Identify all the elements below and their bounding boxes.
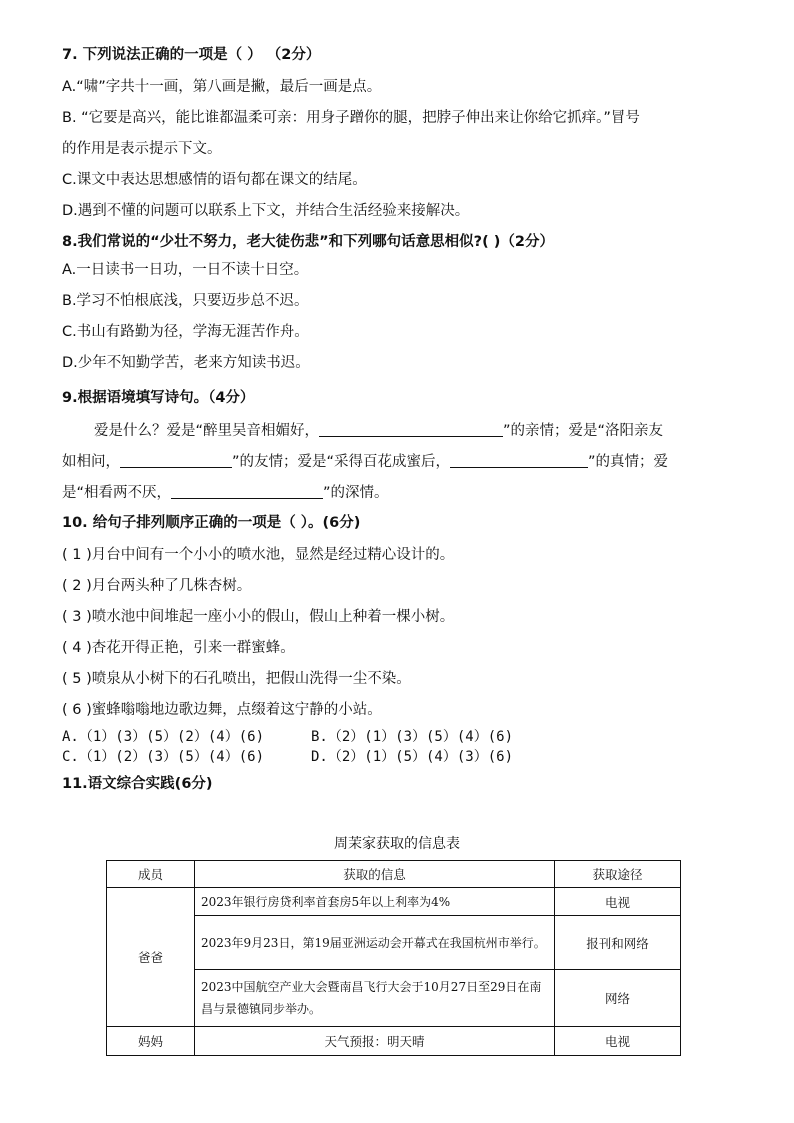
- q10-sentence-5: ( 5 )喷泉从小树下的石孔喷出，把假山洗得一尘不染。: [62, 671, 411, 687]
- member-dad: 爸爸: [107, 887, 195, 1027]
- q7-option-b-line1: B. “它要是高兴，能比谁都温柔可亲：用身子蹭你的腿，把脖子伸出来让你给它抓痒。”冒号: [62, 110, 640, 126]
- q9-title: 9.根据语境填写诗句。（4分）: [62, 390, 255, 406]
- info-cell: 2023中国航空产业大会暨南昌飞行大会于10月27日至29日在南昌与景德镇同步举办。: [195, 969, 555, 1026]
- q8-option-d: D.少年不知勤学苦，老来方知读书迟。: [62, 355, 310, 371]
- q9-blank-3[interactable]: [450, 453, 588, 468]
- q9-blank-4[interactable]: [171, 484, 323, 499]
- q7-option-a: A.“啸”字共十一画，第八画是撇，最后一画是点。: [62, 79, 382, 95]
- info-table: [106, 860, 681, 1056]
- q10-option-b: B.（2）(1）(3）(5）(4）(6): [311, 729, 514, 745]
- q8-option-c: C.书山有路勤为径，学海无涯苦作舟。: [62, 324, 309, 340]
- q9-line1: [94, 421, 663, 441]
- q9-blank-2[interactable]: [120, 453, 232, 468]
- q9-line3: [62, 483, 389, 503]
- q9-text-2c: ”的真情；爱: [588, 454, 669, 470]
- q10-sentence-6: ( 6 )蜜蜂嗡嗡地边歌边舞，点缀着这宁静的小站。: [62, 702, 382, 718]
- q9-text-2b: ”的友情；爱是“采得百花成蜜后，: [232, 454, 451, 470]
- info-cell: 2023年9月23日，第19届亚洲运动会开幕式在我国杭州市举行。: [195, 916, 555, 969]
- q9-line2: [62, 452, 668, 472]
- q8-option-a: A.一日读书一日功，一日不读十日空。: [62, 262, 309, 278]
- q9-text-3b: ”的深情。: [323, 485, 389, 501]
- table-caption: 周茉家获取的信息表: [334, 836, 460, 852]
- q7-option-b-line2: 的作用是表示提示下文。: [62, 141, 222, 157]
- q7-option-c: C.课文中表达思想感情的语句都在课文的结尾。: [62, 172, 367, 188]
- q8-option-b: B.学习不怕根底浅，只要迈步总不迟。: [62, 293, 309, 309]
- table-row: [107, 887, 681, 916]
- table-header-row: [107, 861, 681, 888]
- header-member: 成员: [107, 861, 195, 888]
- q10-option-c: C.（1）(2）(3）(5）(4）(6): [62, 749, 265, 765]
- q9-text-3a: 是“相看两不厌，: [62, 485, 172, 501]
- q7-title: 7. 下列说法正确的一项是（ ） （2分）: [62, 47, 321, 63]
- info-cell: 2023年银行房贷利率首套房5年以上利率为4%: [195, 887, 555, 916]
- q8-title: 8.我们常说的“少壮不努力，老大徒伤悲”和下列哪句话意思相似?( )（2分）: [62, 234, 554, 250]
- way-cell: 电视: [555, 887, 681, 916]
- info-cell: 天气预报：明天晴: [195, 1027, 555, 1056]
- q11-title: 11.语文综合实践(6分): [62, 776, 213, 792]
- way-cell: 电视: [555, 1027, 681, 1056]
- q10-sentence-3: ( 3 )喷水池中间堆起一座小小的假山，假山上种着一棵小树。: [62, 609, 455, 625]
- table-row: [107, 1027, 681, 1056]
- q9-text-1b: ”的亲情；爱是“洛阳亲友: [503, 423, 664, 439]
- q10-sentence-1: ( 1 )月台中间有一个小小的喷水池，显然是经过精心设计的。: [62, 547, 455, 563]
- q9-text-1a: 爱是什么？爱是“醉里吴音相媚好，: [94, 423, 320, 439]
- q9-blank-1[interactable]: [319, 422, 503, 437]
- q9-text-2a: 如相问，: [62, 454, 120, 470]
- header-info: 获取的信息: [195, 861, 555, 888]
- q10-option-a: A.（1）(3）(5）(2）(4）(6): [62, 729, 265, 745]
- way-cell: 报刊和网络: [555, 916, 681, 969]
- q10-title: 10. 给句子排列顺序正确的一项是（ ）。(6分): [62, 515, 361, 531]
- q7-option-d: D.遇到不懂的问题可以联系上下文，并结合生活经验来接解决。: [62, 203, 470, 219]
- header-way: 获取途径: [555, 861, 681, 888]
- q10-option-d: D.（2）(1）(5）(4）(3）(6): [311, 749, 514, 765]
- member-mom: 妈妈: [107, 1027, 195, 1056]
- q10-sentence-4: ( 4 )杏花开得正艳，引来一群蜜蜂。: [62, 640, 295, 656]
- way-cell: 网络: [555, 969, 681, 1026]
- q10-sentence-2: ( 2 )月台两头种了几株杏树。: [62, 578, 252, 594]
